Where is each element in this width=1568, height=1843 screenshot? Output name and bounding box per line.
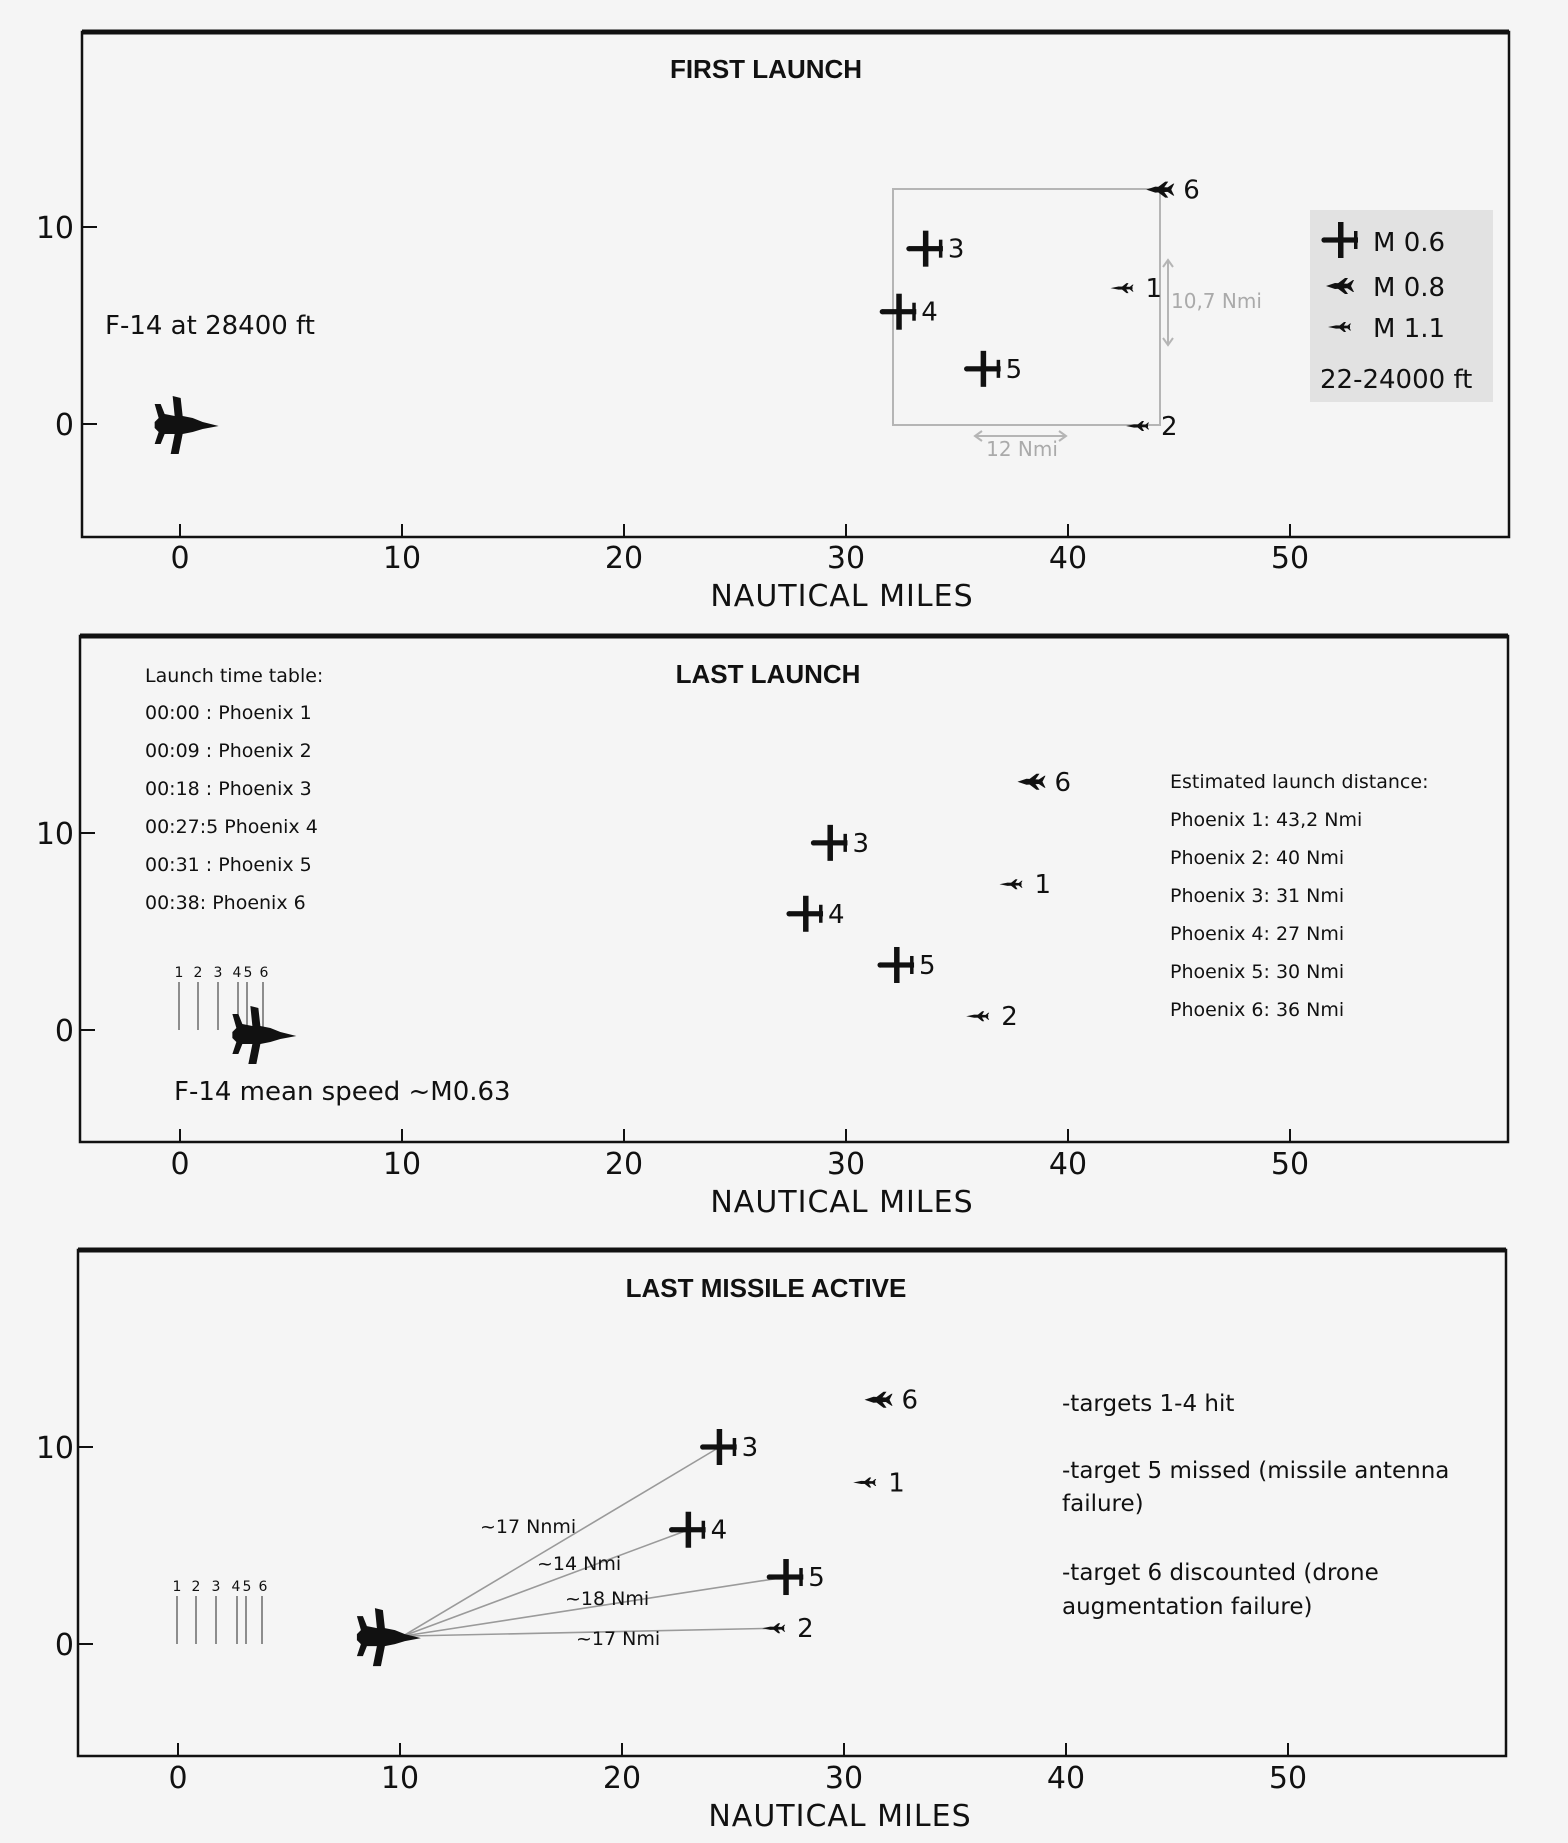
speed-legend [1310,210,1493,402]
x-axis-label: NAUTICAL MILES [710,579,974,614]
plot-frame [78,1250,1506,1756]
distance-row: Phoenix 5: 30 Nmi [1170,961,1345,983]
launch-mark-label: 6 [258,1579,268,1595]
target-drone-icon [906,231,943,267]
y-tick-label: 0 [54,408,74,443]
y-tick-label: 0 [54,1628,74,1663]
target-id-label: 2 [1001,1002,1018,1033]
x-tick-label: 10 [380,1761,420,1796]
target-drone-icon [877,947,914,983]
outcome-note: -target 5 missed (missile antenna [1062,1458,1450,1484]
range-line [403,1530,689,1636]
x-tick-label: 50 [1270,1147,1310,1182]
target-drone-icon [811,825,848,861]
altitude-annotation: F-14 at 28400 ft [105,311,315,341]
target-drone-icon [880,294,917,330]
launch-mark-label: 4 [231,1579,241,1595]
distance-row: Phoenix 3: 31 Nmi [1170,885,1345,907]
outcome-notes [1062,1391,1449,1620]
launch-mark-label: 5 [242,1579,252,1595]
x-tick-label: 50 [1268,1761,1308,1796]
timetable-row: 00:18 : Phoenix 3 [145,778,312,800]
f14-icon [155,396,219,454]
x-tick-label: 20 [602,1761,642,1796]
y-axis-ticks [36,1431,93,1663]
target-drone-icon [1017,774,1045,790]
f14-icon [357,1608,421,1666]
panel-first-launch [36,32,1509,614]
targets [669,1386,918,1645]
y-tick-label: 10 [35,817,74,852]
y-tick-label: 10 [35,1431,74,1466]
distance-row: Phoenix 2: 40 Nmi [1170,847,1345,869]
launch-mark-label: 2 [191,1579,201,1595]
timetable-row: 00:27:5 Phoenix 4 [145,816,318,838]
target-drone-icon [700,1429,737,1465]
launch-mark-label: 1 [172,1579,182,1595]
launch-mark-label: 2 [193,965,203,981]
outcome-note: -targets 1-4 hit [1062,1391,1235,1417]
target-drone-icon [964,351,1001,387]
x-axis-ticks [170,524,1309,576]
box-height-label: 10,7 Nmi [1171,289,1262,313]
targets [880,176,1200,442]
target-drone-icon [865,1392,893,1408]
target-drone-icon [1111,283,1134,293]
panel-last-missile-active [36,1250,1506,1834]
x-axis-ticks [170,1129,1309,1182]
distance-row: Phoenix 1: 43,2 Nmi [1170,809,1363,831]
timetable-row: 00:00 : Phoenix 1 [145,702,312,724]
panel-title: FIRST LAUNCH [669,54,863,84]
targets [786,768,1071,1032]
timetable-row: 00:31 : Phoenix 5 [145,854,312,876]
legend-label: M 0.6 [1373,228,1446,258]
target-drone-icon [1126,421,1149,431]
panel-last-launch [36,636,1508,1220]
x-tick-label: 40 [1048,541,1088,576]
distance-row: Phoenix 6: 36 Nmi [1170,999,1345,1021]
x-axis-label: NAUTICAL MILES [708,1799,972,1834]
target-id-label: 5 [919,950,936,981]
x-tick-label: 0 [168,1761,188,1796]
x-tick-label: 20 [604,1147,644,1182]
panel-title: LAST LAUNCH [675,659,861,689]
x-tick-label: 30 [824,1761,864,1796]
target-id-label: 6 [901,1385,919,1416]
target-id-label: 3 [741,1433,759,1463]
target-drone-icon [762,1623,785,1633]
y-tick-label: 10 [35,211,74,246]
launch-time-table [145,665,323,914]
range-label: ~17 Nmi [576,1628,661,1650]
target-id-label: 1 [888,1468,905,1499]
range-labels [480,1516,660,1650]
target-drone-icon [669,1512,706,1548]
launch-mark-label: 1 [174,965,184,981]
target-drone-icon [853,1477,876,1487]
y-axis-ticks [36,211,97,443]
target-id-label: 5 [808,1563,825,1594]
target-id-label: 5 [1005,354,1023,385]
launch-mark-label: 3 [211,1579,221,1595]
launch-mark-label: 6 [259,965,269,981]
range-line [403,1447,720,1636]
timetable-row: 00:09 : Phoenix 2 [145,740,312,762]
f14-aircraft [155,396,219,454]
launch-distance-list [1170,771,1428,1021]
x-tick-label: 0 [170,1147,190,1182]
panel-title: LAST MISSILE ACTIVE [625,1273,907,1303]
x-tick-label: 40 [1048,1147,1088,1182]
target-id-label: 4 [921,297,938,328]
x-tick-label: 30 [826,541,866,576]
x-axis-label: NAUTICAL MILES [710,1185,974,1220]
target-id-label: 6 [1183,175,1200,206]
target-id-label: 3 [852,828,870,859]
x-tick-label: 30 [826,1147,866,1182]
launch-mark-label: 4 [232,965,242,981]
launch-mark-label: 3 [213,965,223,981]
target-drone-icon [767,1559,804,1595]
x-tick-label: 0 [170,541,190,576]
x-tick-label: 10 [382,541,422,576]
range-label: ~14 Nmi [537,1553,622,1575]
outcome-note: augmentation failure) [1062,1594,1313,1620]
timetable-title: Launch time table: [145,665,324,687]
target-id-label: 1 [1034,870,1052,901]
outcome-note: failure) [1062,1491,1144,1517]
y-tick-label: 0 [54,1014,74,1049]
target-formation-box [893,189,1262,461]
plot-frame [82,32,1509,537]
launch-point-marks [173,1579,268,1644]
x-tick-label: 20 [604,541,644,576]
legend-label: M 0.8 [1373,273,1446,303]
f14-aircraft [232,1006,296,1064]
target-id-label: 6 [1054,767,1072,798]
f14-icon [232,1006,296,1064]
outcome-note: -target 6 discounted (drone [1062,1560,1379,1586]
target-drone-icon [1000,879,1023,889]
x-tick-label: 40 [1046,1761,1086,1796]
x-tick-label: 50 [1270,541,1310,576]
legend-altitude: 22-24000 ft [1320,365,1473,395]
target-id-label: 4 [828,899,845,930]
target-id-label: 4 [710,1515,728,1546]
f14-speed-annotation: F-14 mean speed ~M0.63 [174,1077,511,1107]
x-axis-ticks [168,1743,1307,1796]
distances-title: Estimated launch distance: [1170,771,1429,793]
target-drone-icon [786,896,823,932]
timetable-row: 00:38: Phoenix 6 [145,892,306,914]
box-width-label: 12 Nmi [986,437,1058,461]
range-label: ~18 Nmi [565,1588,650,1610]
legend-label: M 1.1 [1373,314,1446,344]
target-drone-icon [966,1011,989,1021]
target-id-label: 1 [1145,274,1163,305]
range-label: ~17 Nnmi [480,1516,577,1538]
distance-row: Phoenix 4: 27 Nmi [1170,923,1345,945]
target-id-label: 3 [947,234,965,265]
target-id-label: 2 [797,1614,814,1645]
x-tick-label: 10 [382,1147,422,1182]
target-id-label: 2 [1161,411,1178,442]
y-axis-ticks [36,817,95,1049]
launch-mark-label: 5 [243,965,253,981]
f14-aircraft [357,1608,421,1666]
